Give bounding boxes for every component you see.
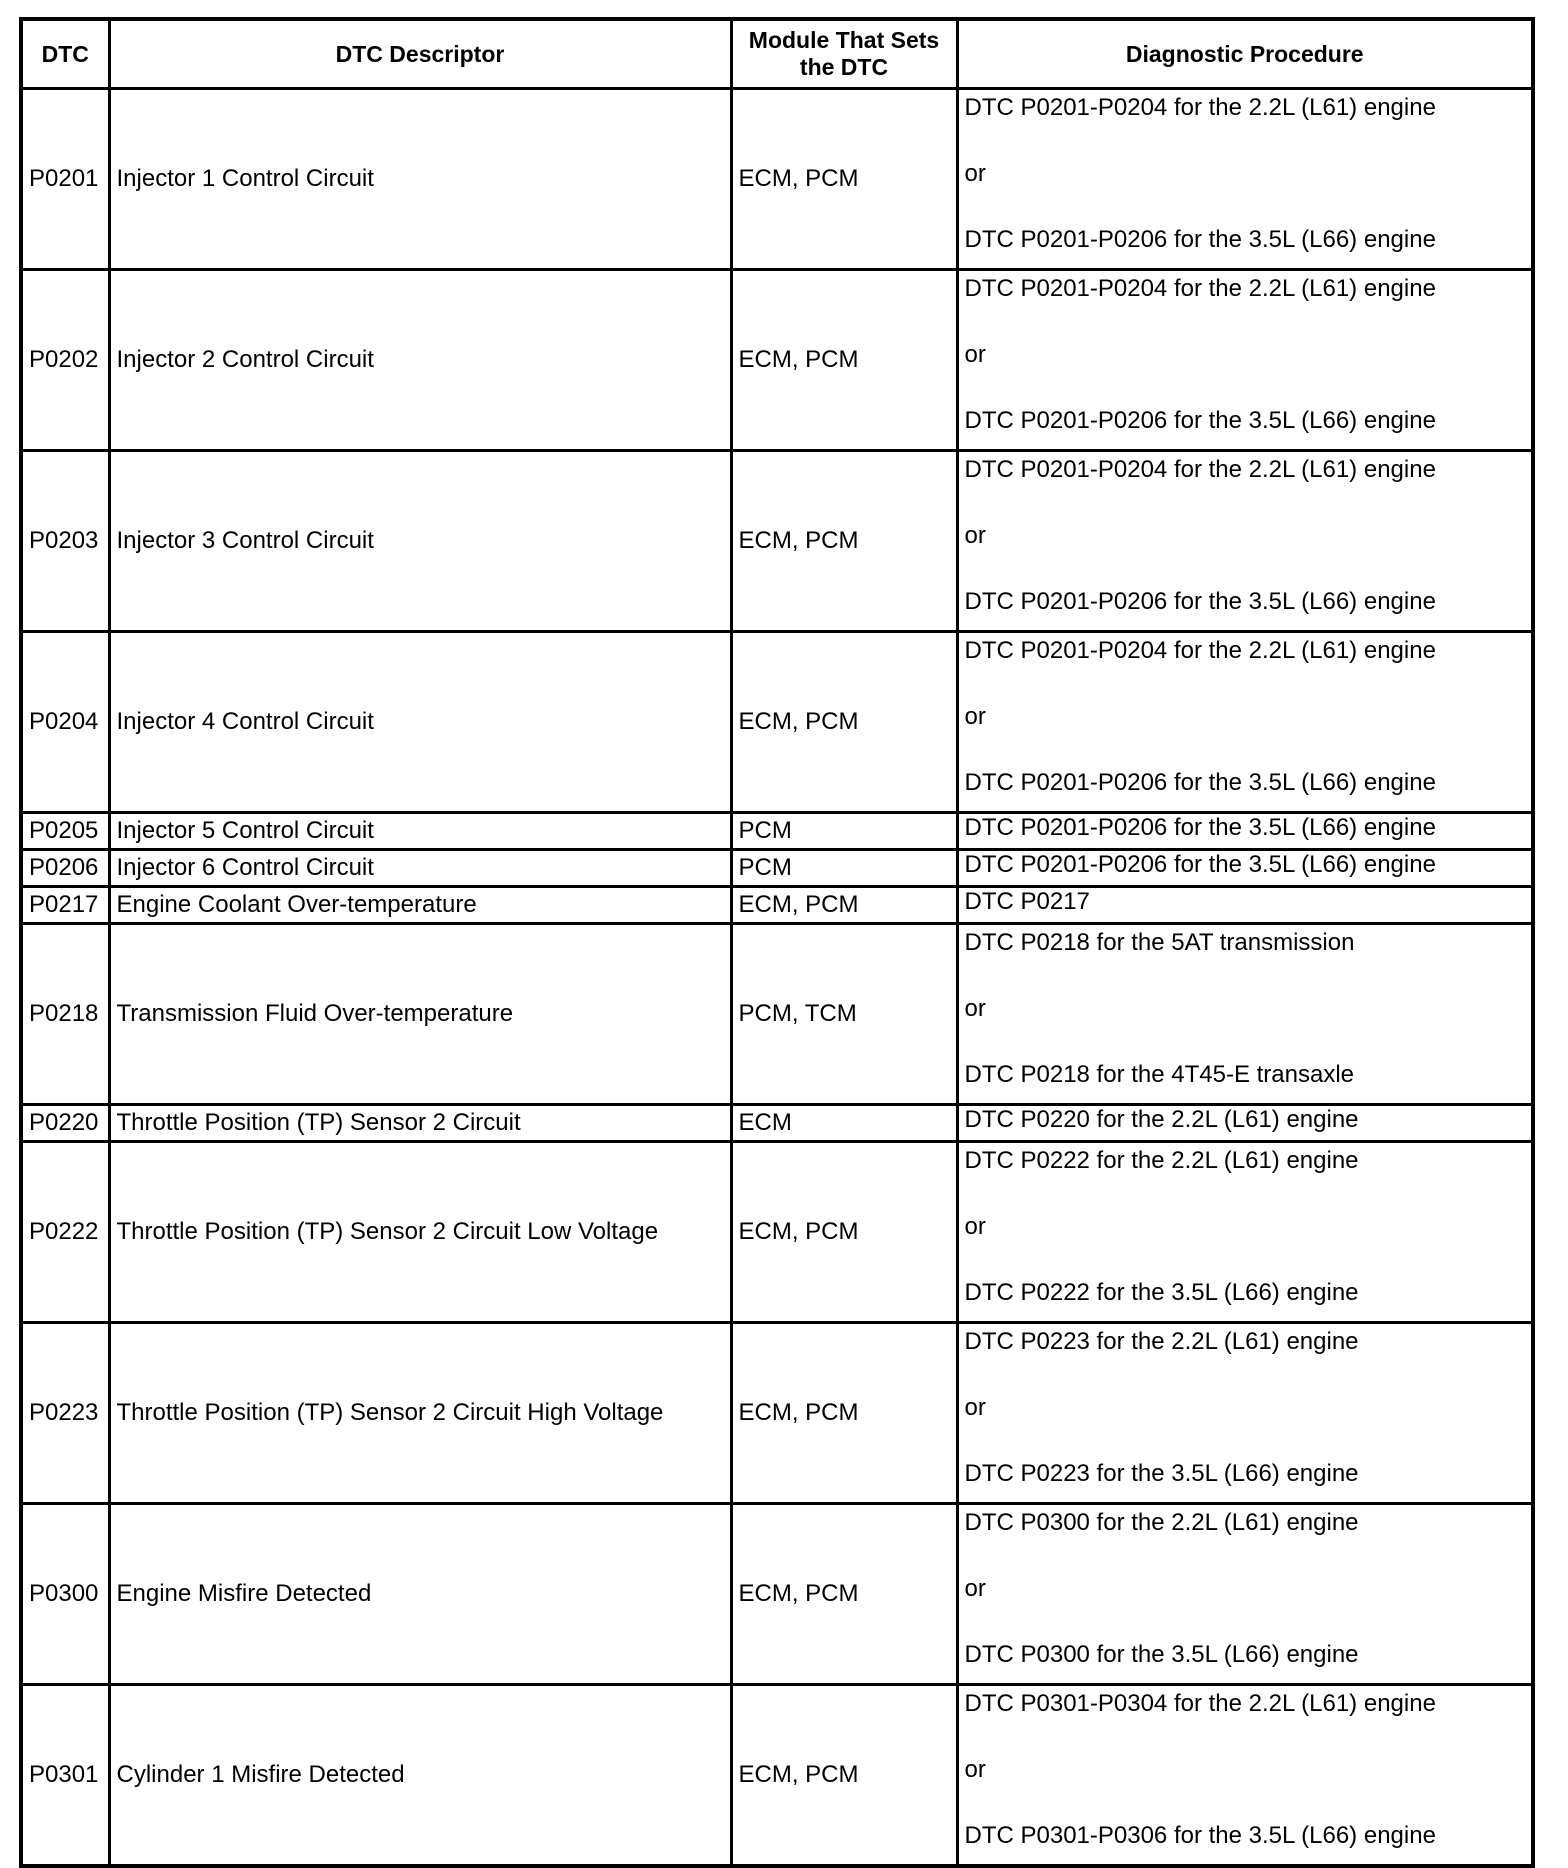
dtc-descriptor: Throttle Position (TP) Sensor 2 Circuit: [109, 1105, 731, 1142]
table-row: [21, 270, 1533, 451]
dtc-descriptor: Injector 3 Control Circuit: [109, 451, 731, 632]
procedure-link[interactable]: DTC P0300 for the 2.2L (L61) engine: [964, 1509, 1359, 1536]
dtc-descriptor: Throttle Position (TP) Sensor 2 Circuit Low Voltage: [109, 1142, 731, 1323]
dtc-code: P0205: [21, 813, 109, 850]
procedure-link[interactable]: DTC P0301-P0304 for the 2.2L (L61) engine: [964, 1690, 1436, 1717]
procedure-link[interactable]: DTC P0301-P0306 for the 3.5L (L66) engine: [964, 1822, 1436, 1849]
table-body: [21, 89, 1533, 1867]
procedure-lines: [965, 888, 1526, 922]
dtc-descriptor: Throttle Position (TP) Sensor 2 Circuit High Voltage: [109, 1323, 731, 1504]
dtc-module: ECM, PCM: [731, 887, 957, 924]
procedure-or-text: or: [964, 160, 986, 187]
procedure-lines: [965, 1106, 1526, 1140]
dtc-module: PCM: [731, 850, 957, 887]
procedure-or-text: or: [964, 1394, 986, 1421]
procedure-lines: [965, 1509, 1526, 1669]
procedure-link[interactable]: DTC P0201-P0206 for the 3.5L (L66) engine: [964, 769, 1436, 796]
table-row: [21, 451, 1533, 632]
table-row: [21, 887, 1533, 924]
dtc-module: PCM: [731, 813, 957, 850]
table-row: [21, 89, 1533, 270]
table-row: [21, 850, 1533, 887]
diagnostic-procedure: [957, 270, 1533, 451]
procedure-lines: [965, 851, 1526, 885]
dtc-code: P0203: [21, 451, 109, 632]
diagnostic-procedure: [957, 1323, 1533, 1504]
diagnostic-procedure: [957, 1685, 1533, 1867]
procedure-link[interactable]: DTC P0217: [964, 888, 1090, 915]
header-module: Module That Sets the DTC: [731, 19, 957, 89]
procedure-link[interactable]: DTC P0201-P0204 for the 2.2L (L61) engine: [964, 456, 1436, 483]
table-row: [21, 632, 1533, 813]
diagnostic-procedure: [957, 1504, 1533, 1685]
dtc-module: ECM, PCM: [731, 1142, 957, 1323]
procedure-link[interactable]: DTC P0201-P0206 for the 3.5L (L66) engine: [964, 814, 1436, 841]
diagnostic-procedure: [957, 924, 1533, 1105]
procedure-link[interactable]: DTC P0201-P0204 for the 2.2L (L61) engine: [964, 94, 1436, 121]
diagnostic-procedure: [957, 1105, 1533, 1142]
procedure-lines: [965, 1690, 1526, 1850]
procedure-link[interactable]: DTC P0201-P0206 for the 3.5L (L66) engine: [964, 851, 1436, 878]
table-row: [21, 1685, 1533, 1867]
table-row: [21, 1323, 1533, 1504]
dtc-code: P0206: [21, 850, 109, 887]
dtc-module: ECM, PCM: [731, 270, 957, 451]
table-header-row: [21, 19, 1533, 89]
dtc-module: ECM, PCM: [731, 451, 957, 632]
procedure-lines: [965, 1147, 1526, 1307]
procedure-or-text: or: [964, 995, 986, 1022]
procedure-lines: [965, 1328, 1526, 1488]
procedure-lines: [965, 637, 1526, 797]
procedure-link[interactable]: DTC P0222 for the 3.5L (L66) engine: [964, 1279, 1359, 1306]
dtc-table: [19, 17, 1535, 1868]
procedure-link[interactable]: DTC P0201-P0204 for the 2.2L (L61) engine: [964, 637, 1436, 664]
diagnostic-procedure: [957, 813, 1533, 850]
procedure-link[interactable]: DTC P0223 for the 2.2L (L61) engine: [964, 1328, 1359, 1355]
procedure-lines: [965, 929, 1526, 1089]
dtc-descriptor: Injector 1 Control Circuit: [109, 89, 731, 270]
procedure-lines: [965, 94, 1526, 254]
diagnostic-procedure: [957, 850, 1533, 887]
dtc-descriptor: Transmission Fluid Over-temperature: [109, 924, 731, 1105]
diagnostic-procedure: [957, 1142, 1533, 1323]
diagnostic-procedure: [957, 451, 1533, 632]
procedure-link[interactable]: DTC P0201-P0206 for the 3.5L (L66) engine: [964, 226, 1436, 253]
procedure-link[interactable]: DTC P0218 for the 4T45-E transaxle: [964, 1061, 1355, 1088]
dtc-module: ECM, PCM: [731, 1504, 957, 1685]
dtc-code: P0220: [21, 1105, 109, 1142]
dtc-code: P0301: [21, 1685, 109, 1867]
header-dtc: DTC: [21, 19, 109, 89]
dtc-code: P0222: [21, 1142, 109, 1323]
dtc-code: P0204: [21, 632, 109, 813]
procedure-link[interactable]: DTC P0223 for the 3.5L (L66) engine: [964, 1460, 1359, 1487]
dtc-code: P0218: [21, 924, 109, 1105]
dtc-descriptor: Engine Misfire Detected: [109, 1504, 731, 1685]
dtc-descriptor: Engine Coolant Over-temperature: [109, 887, 731, 924]
procedure-or-text: or: [964, 522, 986, 549]
dtc-module: ECM, PCM: [731, 1685, 957, 1867]
header-procedure: Diagnostic Procedure: [957, 19, 1533, 89]
dtc-descriptor: Injector 5 Control Circuit: [109, 813, 731, 850]
dtc-descriptor: Injector 6 Control Circuit: [109, 850, 731, 887]
table-row: [21, 1142, 1533, 1323]
dtc-code: P0223: [21, 1323, 109, 1504]
procedure-lines: [965, 456, 1526, 616]
procedure-lines: [965, 275, 1526, 435]
procedure-link[interactable]: DTC P0220 for the 2.2L (L61) engine: [964, 1106, 1359, 1133]
dtc-module: ECM, PCM: [731, 89, 957, 270]
table-row: [21, 1504, 1533, 1685]
dtc-code: P0217: [21, 887, 109, 924]
procedure-or-text: or: [964, 1213, 986, 1240]
diagnostic-procedure: [957, 89, 1533, 270]
procedure-lines: [965, 814, 1526, 848]
dtc-code: P0202: [21, 270, 109, 451]
table-row: [21, 924, 1533, 1105]
procedure-link[interactable]: DTC P0300 for the 3.5L (L66) engine: [964, 1641, 1359, 1668]
procedure-link[interactable]: DTC P0201-P0206 for the 3.5L (L66) engine: [964, 407, 1436, 434]
procedure-or-text: or: [964, 1756, 986, 1783]
diagnostic-procedure: [957, 632, 1533, 813]
dtc-module: ECM, PCM: [731, 1323, 957, 1504]
dtc-module: ECM: [731, 1105, 957, 1142]
table-row: [21, 1105, 1533, 1142]
dtc-module: PCM, TCM: [731, 924, 957, 1105]
procedure-link[interactable]: DTC P0218 for the 5AT transmission: [964, 929, 1355, 956]
table-row: [21, 813, 1533, 850]
dtc-code: P0201: [21, 89, 109, 270]
procedure-link[interactable]: DTC P0201-P0204 for the 2.2L (L61) engine: [964, 275, 1436, 302]
dtc-module: ECM, PCM: [731, 632, 957, 813]
dtc-descriptor: Injector 2 Control Circuit: [109, 270, 731, 451]
diagnostic-procedure: [957, 887, 1533, 924]
procedure-or-text: or: [964, 341, 986, 368]
procedure-link[interactable]: DTC P0222 for the 2.2L (L61) engine: [964, 1147, 1359, 1174]
dtc-code: P0300: [21, 1504, 109, 1685]
dtc-descriptor: Injector 4 Control Circuit: [109, 632, 731, 813]
dtc-descriptor: Cylinder 1 Misfire Detected: [109, 1685, 731, 1867]
procedure-link[interactable]: DTC P0201-P0206 for the 3.5L (L66) engine: [964, 588, 1436, 615]
procedure-or-text: or: [964, 1575, 986, 1602]
header-descriptor: DTC Descriptor: [109, 19, 731, 89]
procedure-or-text: or: [964, 703, 986, 730]
